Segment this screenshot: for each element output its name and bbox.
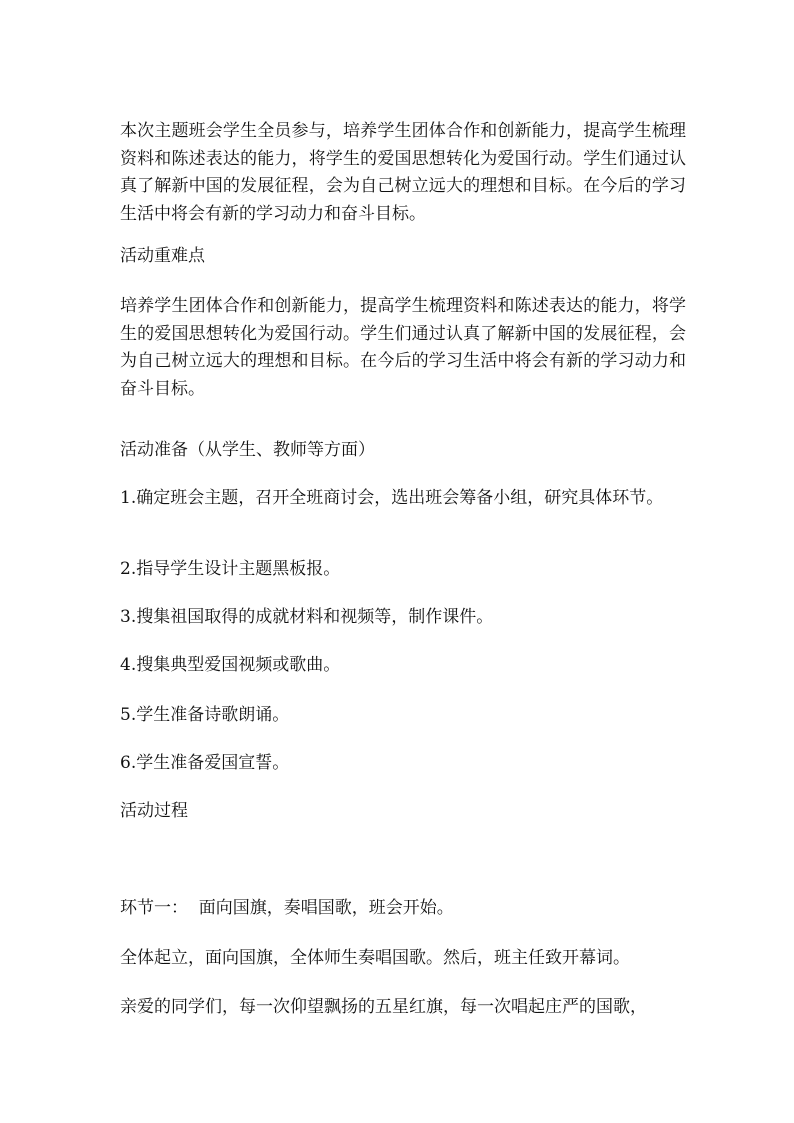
step-1-speech: 亲爱的同学们，每一次仰望飘扬的五星红旗，每一次唱起庄严的国歌， — [120, 997, 647, 1017]
step-1-title: 环节一： 面向国旗，奏唱国歌，班会开始。 — [120, 898, 454, 918]
prep-item-5: 5.学生准备诗歌朗诵。 — [120, 705, 290, 725]
prep-item-6: 6.学生准备爱国宣誓。 — [120, 753, 290, 773]
intro-paragraph: 本次主题班会学生全员参与，培养学生团体合作和创新能力，提高学生梳理资料和陈述表达的能力，将学生的爱国思想转化为爱国行动。学生们通过认真了解新中国的发展征程，会为自己树立远大的理想和目标。在今后的学习生活中将会有新的学习动力和奋斗目标。 — [120, 121, 686, 224]
heading-preparation: 活动准备（从学生、教师等方面） — [120, 440, 375, 460]
prep-item-1: 1.确定班会主题，召开全班商讨会，选出班会筹备小组，研究具体环节。 — [120, 488, 664, 508]
step-1-body: 全体起立，面向国旗，全体师生奏唱国歌。然后，班主任致开幕词。 — [120, 948, 630, 968]
heading-process: 活动过程 — [120, 801, 188, 821]
heading-difficulty: 活动重难点 — [120, 246, 205, 266]
prep-item-4: 4.搜集典型爱国视频或歌曲。 — [120, 655, 341, 675]
prep-item-3: 3.搜集祖国取得的成就材料和视频等，制作课件。 — [120, 607, 494, 627]
prep-item-2: 2.指导学生设计主题黑板报。 — [120, 559, 341, 579]
difficulty-paragraph: 培养学生团体合作和创新能力，提高学生梳理资料和陈述表达的能力，将学生的爱国思想转化为爱国行动。学生们通过认真了解新中国的发展征程，会为自己树立远大的理想和目标。在今后的学习生活中将会有新的学习动力和奋斗目标。 — [120, 296, 686, 399]
